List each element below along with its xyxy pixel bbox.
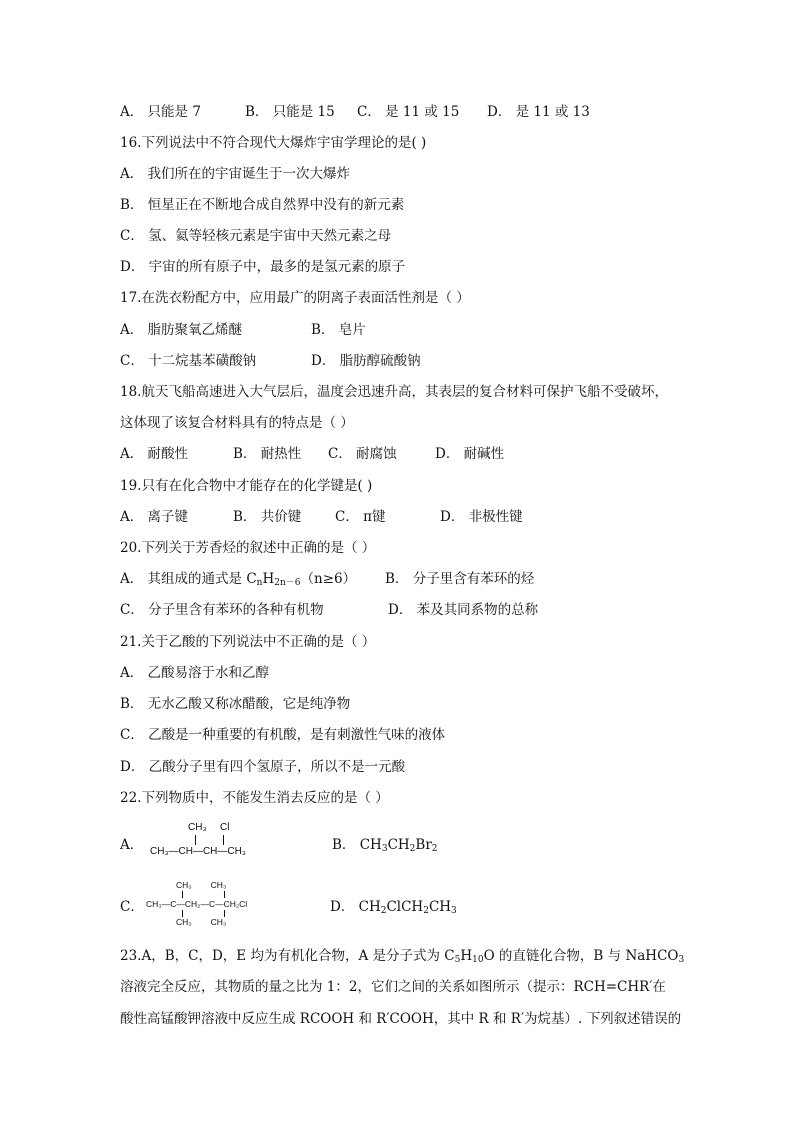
q15-option-c: C． 是 11 或 15 xyxy=(357,104,460,120)
q18-option-a: A． 耐酸性 xyxy=(120,446,189,462)
q22-c-top-methyls: CH₃ CH₃ xyxy=(176,880,227,890)
q18-option-c: C． 耐腐蚀 xyxy=(328,446,397,462)
q22-a-bond-1 xyxy=(195,835,196,845)
q17-option-b: B． 皂片 xyxy=(311,322,366,338)
q18-option-b: B． 耐热性 xyxy=(233,446,302,462)
q17-stem: 17.在洗衣粉配方中，应用最广的阴离子表面活性剂是（ ） xyxy=(120,290,470,306)
q20-option-b: B． 分子里含有苯环的烃 xyxy=(385,571,535,587)
q21-option-c: C． 乙酸是一种重要的有机酸，是有刺激性气味的液体 xyxy=(120,727,446,743)
q19-option-a: A． 离子键 xyxy=(120,509,189,525)
q18-options xyxy=(120,444,540,464)
q15-options xyxy=(120,102,640,122)
q19-option-d: D． 非极性键 xyxy=(440,509,523,525)
q17-options-row1 xyxy=(120,320,520,340)
q22-a-methyl-branch: CH₃ xyxy=(188,822,207,833)
q18-option-d: D． 耐碱性 xyxy=(435,446,505,462)
q20-option-d: D． 苯及其同系物的总称 xyxy=(388,602,539,618)
q22-stem: 22.下列物质中，不能发生消去反应的是（ ） xyxy=(120,790,389,806)
q16-option-b: B． 恒星正在不断地合成自然界中没有的新元素 xyxy=(120,197,405,213)
q21-option-b: B． 无水乙酸又称冰醋酸，它是纯净物 xyxy=(120,696,351,712)
q16-option-c: C． 氢、氦等轻核元素是宇宙中天然元素之母 xyxy=(120,228,392,244)
q15-option-b: B． 只能是 15 xyxy=(245,104,335,120)
q22-option-a-label: A． xyxy=(120,837,144,853)
q22-c-main-chain: CH₃—C—CH₂—C—CH₂Cl xyxy=(146,899,248,909)
q22-c-bond-bottom-2 xyxy=(224,910,225,917)
q19-options xyxy=(120,507,540,527)
q15-option-a: A． 只能是 7 xyxy=(120,104,201,120)
q20-option-a: A． 其组成的通式是 $C_nH_{2n-6}(n\ge 6)$ xyxy=(120,571,357,588)
q17-options-row2 xyxy=(120,351,520,371)
q18-stem-line1: 18.航天飞船高速进入大气层后，温度会迅速升高，其表层的复合材料可保护飞船不受破坏， xyxy=(120,384,668,400)
q16-option-d: D． 宇宙的所有原子中，最多的是氢元素的原子 xyxy=(120,259,406,275)
q17-option-a: A． 脂肪聚氧乙烯醚 xyxy=(120,322,243,338)
q22-c-bond-top-2 xyxy=(224,891,225,898)
q22-c-bottom-methyls: CH₃ CH₃ xyxy=(176,917,227,927)
q21-option-a: A． 乙酸易溶于水和乙醇 xyxy=(120,665,270,681)
q22-c-bond-bottom-1 xyxy=(182,910,183,917)
q22-option-d: D． $CH_2ClCH_2CH_3$ xyxy=(330,899,457,916)
q22-option-c-structure xyxy=(146,880,276,928)
q16-stem: 16.下列说法中不符合现代大爆炸宇宙学理论的是( ) xyxy=(120,135,427,151)
q22-c-bond-top-1 xyxy=(182,891,183,898)
q22-a-main-chain: CH₃—CH—CH—CH₃ xyxy=(150,846,246,857)
q19-option-c: C． π键 xyxy=(335,509,386,525)
q19-option-b: B． 共价键 xyxy=(233,509,302,525)
q18-stem-line2: 这体现了该复合材料具有的特点是（ ） xyxy=(120,415,354,431)
q22-option-b: B． $CH_3CH_2Br_2$ xyxy=(332,837,438,854)
q17-option-d: D． 脂肪醇硫酸钠 xyxy=(311,353,421,369)
q20-options-row1 xyxy=(120,569,560,589)
q23-stem-line1: 23.A，B，C，D，E 均为有机化合物，A 是分子式为 $C_5H_{10}O$ 的直链化合物，B 与 NaHCO$_3$ xyxy=(120,948,685,965)
q17-option-c: C． 十二烷基苯磺酸钠 xyxy=(120,353,257,369)
q19-stem: 19.只有在化合物中才能存在的化学键是( ) xyxy=(120,478,373,494)
q21-stem: 21.关于乙酸的下列说法中不正确的是（ ） xyxy=(120,634,376,650)
q20-options-row2 xyxy=(120,600,560,620)
q15-option-d: D． 是 11 或 13 xyxy=(487,104,590,120)
q21-option-d: D． 乙酸分子里有四个氢原子，所以不是一元酸 xyxy=(120,759,406,775)
q23-stem-line2: 溶液完全反应，其物质的量之比为 1：2，它们之间的关系如图所示（提示：RCH=CHR′在 xyxy=(120,979,666,995)
q20-stem: 20.下列关于芳香烃的叙述中正确的是（ ） xyxy=(120,540,376,556)
q23-stem-line3: 酸性高锰酸钾溶液中反应生成 RCOOH 和 R′COOH，其中 R 和 R′为烷基）. 下列叙述错误的 xyxy=(120,1011,682,1027)
q22-a-bond-2 xyxy=(223,835,224,845)
q16-option-a: A． 我们所在的宇宙诞生于一次大爆炸 xyxy=(120,166,351,182)
q22-option-a-structure xyxy=(150,822,280,862)
q22-option-c-label: C． xyxy=(120,899,144,915)
q20-option-c: C． 分子里含有苯环的各种有机物 xyxy=(120,602,324,618)
q22-a-chloro-branch: Cl xyxy=(220,822,230,833)
